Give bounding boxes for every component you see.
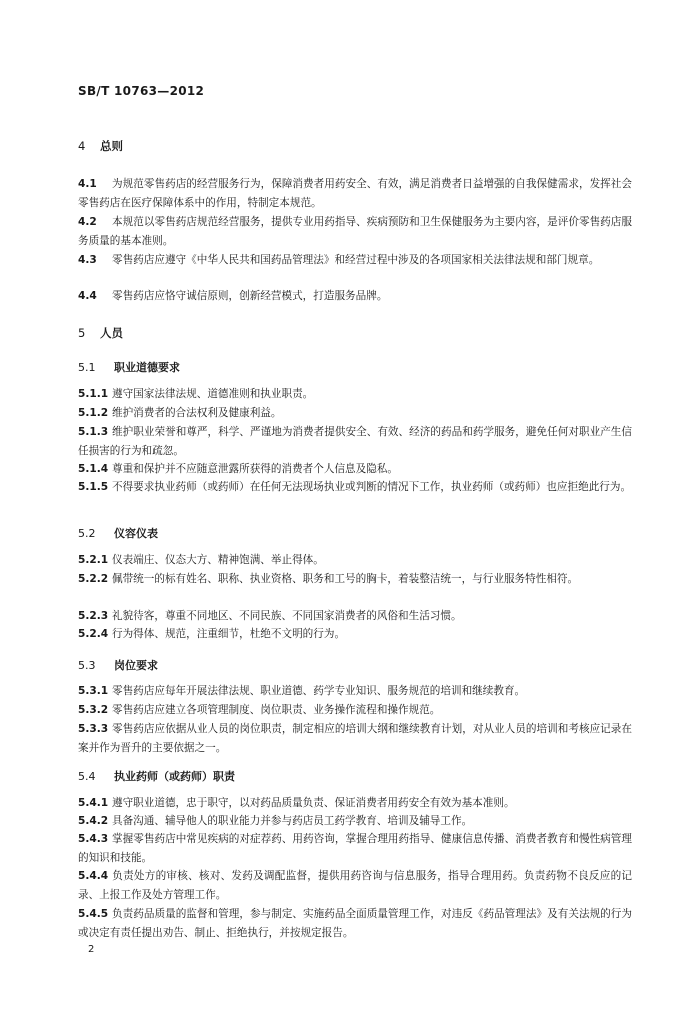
clause-number: 5.4.2 [78,815,109,827]
clause-4-4 [78,287,632,306]
clause-5-1-1 [78,385,632,404]
clause-5-2-1 [78,551,632,570]
section-number: 5.1 [78,361,96,374]
clause-text: 零售药店应建立各项管理制度、岗位职责、业务操作流程和操作规范。 [112,704,441,716]
clause-text: 零售药店应依据从业人员的岗位职责，制定相应的培训大纲和继续教育计划，对从业人员的培训和考核应记录在案并作为晋升的主要依据之一。 [78,723,632,754]
clause-number: 5.2.4 [78,628,109,640]
clause-text: 掌握零售药店中常见疾病的对症荐药、用药咨询，掌握合理用药指导、健康信息传播、消费者教育和慢性病管理的知识和技能。 [78,833,632,864]
clause-number: 5.1.2 [78,407,109,419]
clause-number: 5.2.3 [78,610,109,622]
clause-text: 零售药店应遵守《中华人民共和国药品管理法》和经营过程中涉及的各项国家相关法律法规和部门规章。 [112,254,600,266]
clause-number: 5.1.3 [78,426,109,438]
section-title: 职业道德要求 [114,361,180,374]
clause-5-2-4 [78,625,632,644]
clause-number: 5.2.1 [78,554,109,566]
clause-4-1 [78,175,632,213]
clause-5-3-3 [78,720,632,758]
section-title: 总则 [100,139,123,153]
clause-number: 5.3.1 [78,685,109,697]
clause-5-2-3 [78,607,632,626]
clause-text: 礼貌待客，尊重不同地区、不同民族、不同国家消费者的风俗和生活习惯。 [112,610,462,622]
clause-5-1-4 [78,460,632,479]
clause-text: 为规范零售药店的经营服务行为，保障消费者用药安全、有效，满足消费者日益增强的自我保健需求，发挥社会零售药店在医疗保障体系中的作用，特制定本规范。 [78,178,632,209]
clause-number: 4.4 [78,290,97,302]
section-heading-5-1 [78,361,180,375]
section-title: 人员 [100,326,123,340]
clause-5-3-2 [78,701,632,720]
section-heading-5 [78,326,123,340]
section-number: 4 [78,139,86,153]
clause-5-1-2 [78,404,632,423]
clause-5-4-4 [78,867,632,905]
clause-number: 5.4.3 [78,833,109,845]
section-number: 5.4 [78,770,96,783]
clause-text: 零售药店应恪守诚信原则，创新经营模式，打造服务品牌。 [112,290,388,302]
clause-5-4-5 [78,905,632,943]
clause-number: 4.1 [78,178,97,190]
clause-text: 负责处方的审核、核对、发药及调配监督，提供用药咨询与信息服务，指导合理用药。负责药物不良反应的记录、上报工作及处方管理工作。 [78,870,632,901]
section-number: 5.2 [78,527,96,540]
section-heading-5-3 [78,659,158,673]
section-number: 5 [78,326,86,340]
clause-4-2 [78,213,632,251]
clause-number: 5.2.2 [78,573,109,585]
clause-text: 仪表端庄、仪态大方、精神饱满、举止得体。 [112,554,324,566]
page-number: 2 [88,944,95,955]
clause-text: 行为得体、规范，注重细节，杜绝不文明的行为。 [112,628,346,640]
section-heading-5-2 [78,527,158,541]
clause-text: 不得要求执业药师（或药师）在任何无法现场执业或判断的情况下工作，执业药师（或药师）也应拒绝此行为。 [112,481,632,493]
clause-5-4-3 [78,830,632,868]
clause-number: 4.3 [78,254,97,266]
clause-text: 尊重和保护并不应随意泄露所获得的消费者个人信息及隐私。 [112,463,399,475]
clause-number: 5.3.3 [78,723,109,735]
clause-number: 5.4.1 [78,797,109,809]
clause-text: 本规范以零售药店规范经营服务，提供专业用药指导、疾病预防和卫生保健服务为主要内容，是评价零售药店服务质量的基本准则。 [78,216,632,247]
clause-text: 具备沟通、辅导他人的职业能力并参与药店员工药学教育、培训及辅导工作。 [112,815,473,827]
clause-text: 佩带统一的标有姓名、职称、执业资格、职务和工号的胸卡，着装整洁统一，与行业服务特性相符。 [112,573,579,585]
clause-number: 5.4.5 [78,908,109,920]
section-title: 执业药师（或药师）职责 [114,770,235,783]
section-number: 5.3 [78,659,96,672]
clause-5-1-3 [78,423,632,461]
clause-5-4-2 [78,812,632,831]
clause-number: 5.3.2 [78,704,109,716]
clause-number: 5.4.4 [78,870,109,882]
standard-code: SB/T 10763—2012 [78,84,205,98]
header-divider [0,103,692,104]
section-heading-4 [78,139,123,153]
clause-4-3 [78,251,632,270]
clause-5-2-2 [78,570,632,589]
clause-number: 5.1.4 [78,463,109,475]
clause-number: 5.1.1 [78,388,109,400]
clause-text: 负责药品质量的监督和管理，参与制定、实施药品全面质量管理工作，对违反《药品管理法》及有关法规的行为或决定有责任提出劝告、制止、拒绝执行，并按规定报告。 [78,908,632,939]
clause-5-1-5 [78,478,632,497]
clause-text: 零售药店应每年开展法律法规、职业道德、药学专业知识、服务规范的培训和继续教育。 [112,685,526,697]
clause-text: 维护职业荣誉和尊严，科学、严谨地为消费者提供安全、有效、经济的药品和药学服务，避免任何对职业产生信任损害的行为和疏忽。 [78,426,632,457]
clause-text: 遵守职业道德，忠于职守，以对药品质量负责、保证消费者用药安全有效为基本准则。 [112,797,515,809]
clause-text: 维护消费者的合法权利及健康利益。 [112,407,282,419]
section-title: 岗位要求 [114,659,158,672]
clause-5-4-1 [78,794,632,813]
section-heading-5-4 [78,770,235,784]
section-title: 仪容仪表 [114,527,158,540]
clause-number: 5.1.5 [78,481,109,493]
clause-number: 4.2 [78,216,97,228]
clause-5-3-1 [78,682,632,701]
clause-text: 遵守国家法律法规、道德准则和执业职责。 [112,388,314,400]
